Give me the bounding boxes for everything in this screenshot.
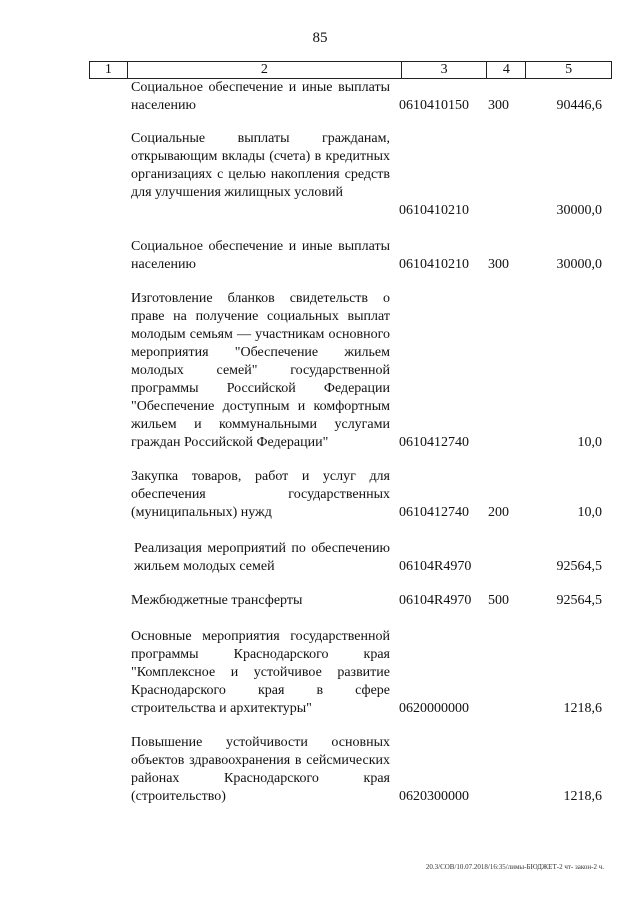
row-amount: 92564,5 xyxy=(556,559,602,574)
table-row xyxy=(0,592,640,610)
table-row xyxy=(0,238,640,274)
row-amount: 30000,0 xyxy=(556,203,602,218)
table-row xyxy=(0,468,640,522)
header-col-5: 5 xyxy=(565,62,573,77)
row-amount: 92564,5 xyxy=(556,593,602,608)
row-code: 0620000000 xyxy=(399,701,469,716)
row-description: Закупка товаров, работ и услуг для обеспечения государственных (муниципальных) нужд xyxy=(131,469,390,520)
row-description: Межбюджетные трансферты xyxy=(131,593,303,608)
row-description: Социальное обеспечение и иные выплаты населению xyxy=(131,80,390,113)
row-amount: 1218,6 xyxy=(563,789,602,804)
row-code: 0620300000 xyxy=(399,789,469,804)
row-description: Основные мероприятия государственной программы Краснодарского края "Комплексное и устойчивое развитие Краснодарского края в сфере строительства и архитектуры" xyxy=(131,629,390,716)
row-amount: 1218,6 xyxy=(563,701,602,716)
header-col-2: 2 xyxy=(128,62,402,78)
table-row xyxy=(0,540,640,576)
row-description: Социальное обеспечение и иные выплаты населению xyxy=(131,239,390,272)
table-row xyxy=(0,79,640,115)
row-code: 0610412740 xyxy=(399,505,469,520)
row-amount: 90446,6 xyxy=(556,98,602,113)
header-col-4: 4 xyxy=(487,62,526,78)
table-row xyxy=(0,290,640,452)
row-code: 0610412740 xyxy=(399,435,469,450)
header-col-3: 3 xyxy=(402,62,488,78)
row-amount: 30000,0 xyxy=(556,257,602,272)
row-description: Социальные выплаты гражданам, открывающим вклады (счета) в кредитных организациях с целью накопления средств для улучшения жилищных условий xyxy=(131,131,390,200)
row-expense-type: 300 xyxy=(488,98,509,113)
table-row xyxy=(0,734,640,806)
row-amount: 10,0 xyxy=(577,505,602,520)
row-code: 0610410210 xyxy=(399,203,469,218)
row-code: 0610410210 xyxy=(399,257,469,272)
row-expense-type: 200 xyxy=(488,505,509,520)
row-code: 06104R4970 xyxy=(399,593,472,608)
row-expense-type: 500 xyxy=(488,593,509,608)
row-code: 06104R4970 xyxy=(399,559,472,574)
row-expense-type: 300 xyxy=(488,257,509,272)
row-description: Изготовление бланков свидетельств о праве на получение социальных выплат молодым семьям — участникам основного мероприятия "Обеспечение жильем молодых семей" государственной программы Российской Федерации "Обеспечение доступным и комфортным жильем и коммунальными услугами граждан Российской Федерации" xyxy=(131,291,390,450)
row-description: Повышение устойчивости основных объектов здравоохранения в сейсмических районах Краснодарского края (строительство) xyxy=(131,735,390,804)
row-amount: 10,0 xyxy=(577,435,602,450)
footer-document-id: 20.3/СОВ/10.07.2018/16:35/лимы-БЮДЖЕТ-2 чт- закон-2 ч. xyxy=(425,863,604,871)
page-number: 85 xyxy=(312,30,328,46)
header-col-1: 1 xyxy=(90,62,128,78)
row-code: 0610410150 xyxy=(399,98,469,113)
table-row xyxy=(0,628,640,718)
table-header xyxy=(89,61,612,79)
row-description: Реализация мероприятий по обеспечению жильем молодых семей xyxy=(134,541,390,574)
table-row xyxy=(0,130,640,220)
